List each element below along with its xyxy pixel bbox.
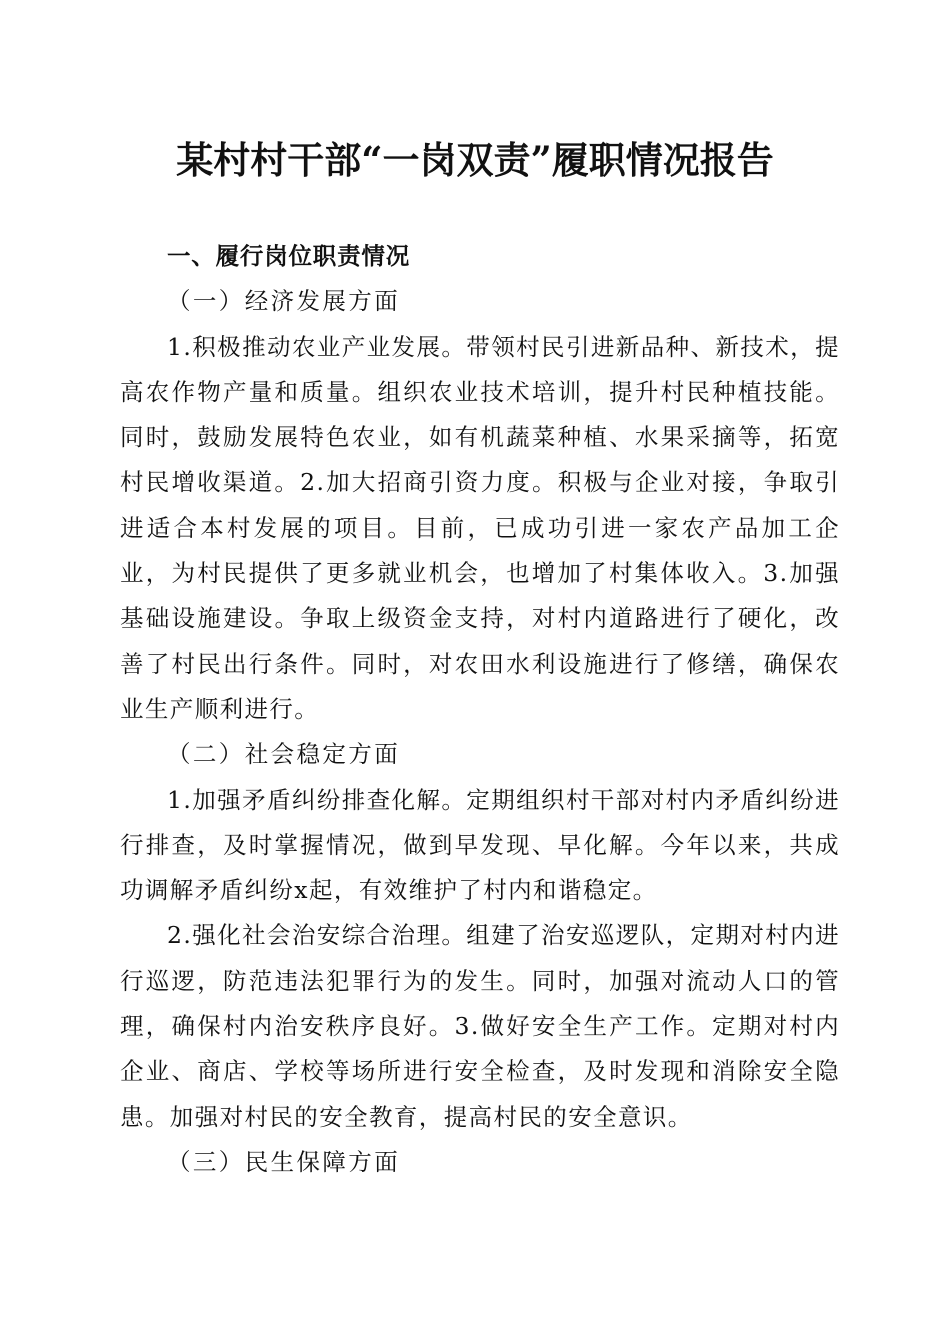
document-title: 某村村干部“一岗双责”履职情况报告 [176, 138, 774, 182]
paragraph-stability-1: 1.加强矛盾纠纷排查化解。定期组织村干部对村内矛盾纠纷进行排查，及时掌握情况，做到早发现、早化解。今年以来，共成功调解矛盾纠纷x起，有效维护了村内和谐稳定。 [120, 785, 840, 905]
subsection-heading-stability: （二）社会稳定方面 [167, 740, 401, 769]
subsection-heading-livelihood: （三）民生保障方面 [167, 1147, 401, 1176]
section-heading-1: 一、履行岗位职责情况 [167, 242, 410, 270]
paragraph-economy: 1.积极推动农业产业发展。带领村民引进新品种、新技术，提高农作物产量和质量。组织农业技术培训，提升村民种植技能。同时，鼓励发展特色农业，如有机蔬菜种植、水果采摘等，拓宽村民增收渠道。2.加大招商引资力度。积极与企业对接，争取引进适合本村发展的项目。目前，已成功引进一家农产品加工企业，为村民提供了更多就业机会，也增加了村集体收入。3.加强基础设施建设。争取上级资金支持，对村内道路进行了硬化，改善了村民出行条件。同时，对农田水利设施进行了修缮，确保农业生产顺利进行。 [120, 332, 840, 723]
paragraph-stability-2: 2.强化社会治安综合治理。组建了治安巡逻队，定期对村内进行巡逻，防范违法犯罪行为的发生。同时，加强对流动人口的管理，确保村内治安秩序良好。3.做好安全生产工作。定期对村内企业、商店、学校等场所进行安全检查，及时发现和消除安全隐患。加强对村民的安全教育，提高村民的安全意识。 [120, 921, 840, 1131]
subsection-heading-economy: （一）经济发展方面 [167, 287, 401, 316]
document-body [120, 234, 840, 1185]
